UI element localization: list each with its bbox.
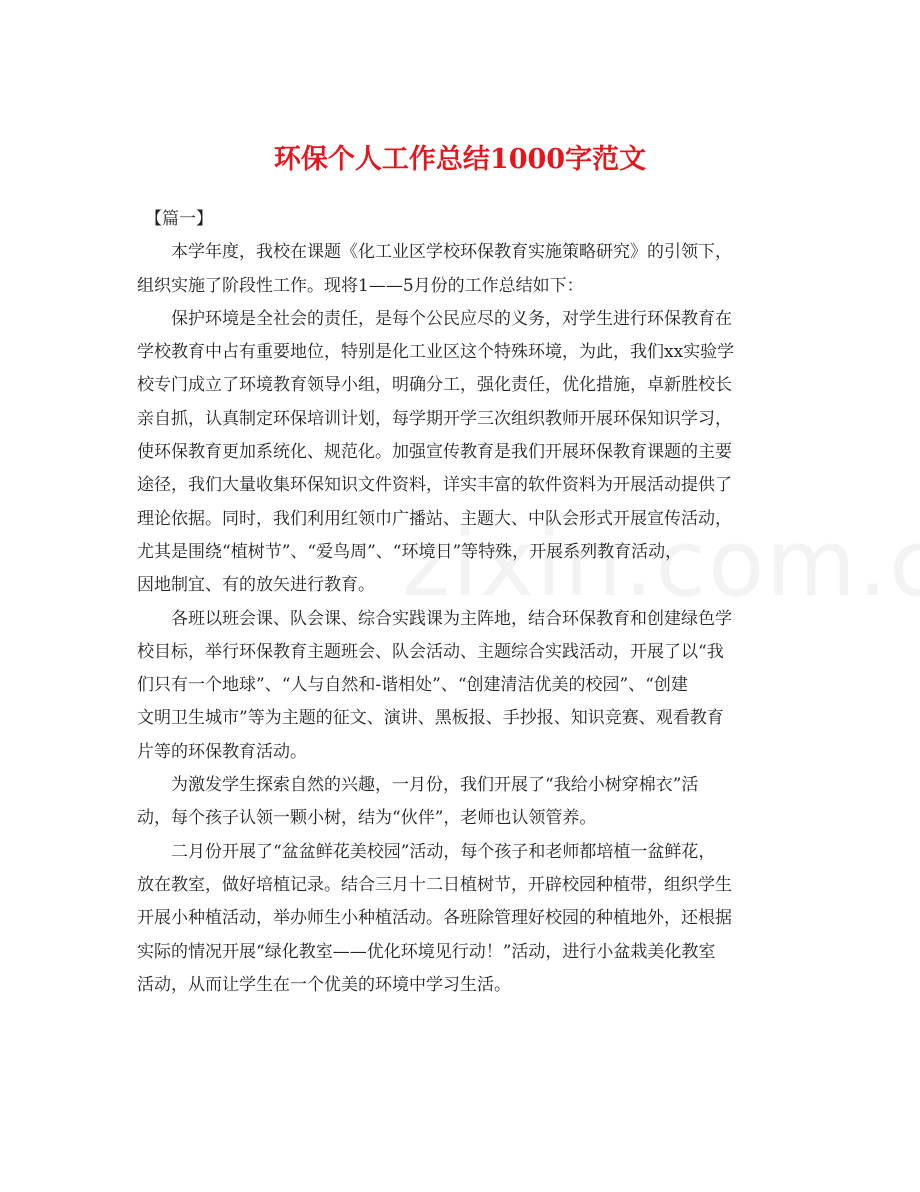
paragraph-line: 组织实施了阶段性工作。现将1——5月份的工作总结如下： <box>137 275 584 296</box>
paragraph-line: 片等的环保教育活动。 <box>137 741 307 762</box>
paragraph <box>137 769 782 836</box>
paragraph-line: 理论依据。同时，我们利用红领巾广播站、主题大、中队会形式开展宣传活动， <box>137 508 732 529</box>
section-heading: 【篇一】 <box>145 209 213 229</box>
paragraph-line: 文明卫生城市”等为主题的征文、演讲、黑板报、手抄报、知识竞赛、观看教育 <box>137 708 724 729</box>
paragraph-line: 尤其是围绕“植树节”、“爱鸟周”、“环境日”等特殊，开展系列教育活动， <box>137 541 683 562</box>
paragraph-line: 保护环境是全社会的责任，是每个公民应尽的义务，对学生进行环保教育在 <box>171 308 732 329</box>
paragraph-line: 各班以班会课、队会课、综合实践课为主阵地，结合环保教育和创建绿色学 <box>171 608 732 629</box>
paragraph-line: 亲自抓，认真制定环保培训计划，每学期开学三次组织教师开展环保知识学习， <box>137 408 732 429</box>
paragraph-line: 使环保教育更加系统化、规范化。加强宣传教育是我们开展环保教育课题的主要 <box>137 442 732 463</box>
paragraph <box>137 836 782 1002</box>
paragraph <box>137 603 782 769</box>
paragraph-line: 放在教室，做好培植记录。结合三月十二日植树节，开辟校园种植带，组织学生 <box>137 874 732 895</box>
paragraph-line: 因地制宜、有的放矢进行教育。 <box>137 575 375 596</box>
document-title: 环保个人工作总结1000字范文 <box>273 144 647 176</box>
document-body <box>137 203 782 1002</box>
paragraph-line: 校专门成立了环境教育领导小组，明确分工，强化责任，优化措施，卓新胜校长 <box>137 375 732 396</box>
paragraph-line: 二月份开展了“盆盆鲜花美校园”活动，每个孩子和老师都培植一盆鲜花， <box>171 841 716 862</box>
paragraph-line: 学校教育中占有重要地位，特别是化工业区这个特殊环境，为此，我们xx实验学 <box>137 342 735 363</box>
paragraph-line: 本学年度，我校在课题《化工业区学校环保教育实施策略研究》的引领下， <box>171 242 732 263</box>
paragraph-line: 活动，从而让学生在一个优美的环境中学习生活。 <box>137 974 511 995</box>
paragraph-list <box>137 236 782 1002</box>
paragraph-line: 实际的情况开展“绿化教室——优化环境见行动！”活动，进行小盆栽美化教室 <box>137 941 716 962</box>
paragraph-line: 为激发学生探索自然的兴趣，一月份，我们开展了“我给小树穿棉衣”活 <box>171 775 699 796</box>
paragraph-line: 开展小种植活动，举办师生小种植活动。各班除管理好校园的种植地外，还根据 <box>137 908 732 929</box>
paragraph-line: 动，每个孩子认领一颗小树，结为“伙伴”，老师也认领管养。 <box>137 808 597 829</box>
paragraph-line: 们只有一个地球”、“人与自然和-谐相处”、“创建清洁优美的校园”、“创建 <box>137 675 688 696</box>
paragraph <box>137 303 782 603</box>
paragraph-line: 校目标，举行环保教育主题班会、队会活动、主题综合实践活动，开展了以“我 <box>137 641 724 662</box>
paragraph-line: 途径，我们大量收集环保知识文件资料，详实丰富的软件资料为开展活动提供了 <box>137 475 732 496</box>
paragraph <box>137 236 782 303</box>
